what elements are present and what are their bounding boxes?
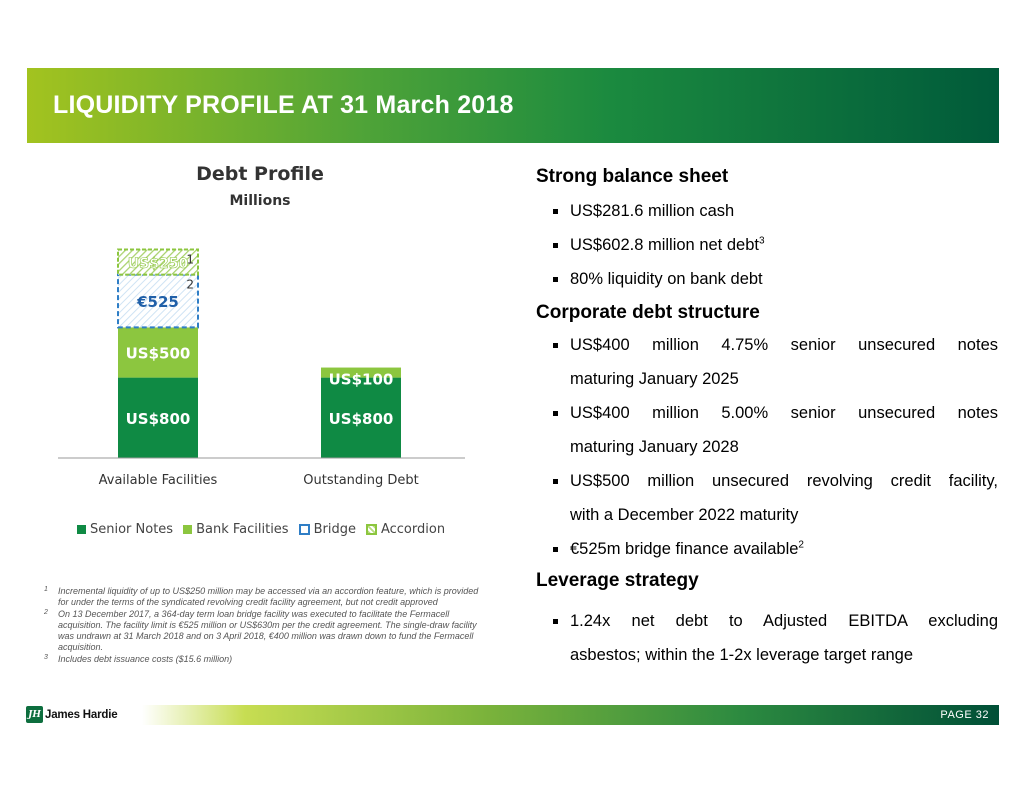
bar-label-senior-notes-1: US$800 [328,409,394,428]
bar-footnote-1: 1 [186,252,194,267]
legend-item-bank-facilities [183,522,289,537]
legend-label-bridge: Bridge [313,522,356,537]
bar-label-bank-facilities-0: US$500 [125,344,191,363]
bullet-notes-2028 [536,396,998,464]
chart-subtitle: Millions [229,193,291,209]
page-label: PAGE [940,709,973,721]
bullet-leverage [536,604,998,672]
page-number-value: 32 [975,709,989,721]
legend-item-accordion [366,522,445,537]
bar-label-bridge-0: €525 [137,292,179,311]
bullet-revolver-line1: US$500 million unsecured revolving credit facility, [570,472,998,490]
legend-label-accordion: Accordion [380,522,446,537]
legend-item-bridge [299,522,356,537]
chart-title: Debt Profile [196,163,324,185]
legend-swatch-bridge [299,524,310,535]
bullet-leverage-line1: 1.24x net debt to Adjusted EBITDA excluding [570,612,998,630]
page-title: LIQUIDITY PROFILE AT 31 March 2018 [53,91,514,119]
bullet-leverage-line2: asbestos; within the 1-2x leverage target range [570,646,914,664]
bullet-cash [536,194,998,228]
james-hardie-logo-icon: JH [26,706,43,723]
category-label-1: Outstanding Debt [303,473,419,488]
section-title-balance: Strong balance sheet [536,166,729,187]
bullet-net-debt-sup: 3 [758,235,765,247]
legend-item-senior-notes [77,522,173,537]
logo-text: James Hardie [45,708,118,721]
right-text-panel [536,166,998,672]
bullet-bridge [536,532,998,566]
footnote-3-text: Includes debt issuance costs ($15.6 million) [58,654,233,664]
bullet-bridge-text: €525m bridge finance available [570,540,799,558]
page-number [940,709,989,721]
legend-swatch-senior-notes [77,525,86,534]
category-label-0: Available Facilities [98,473,218,488]
balance-bullets [536,194,998,296]
bar-label-senior-notes-0: US$800 [125,409,191,428]
bullet-notes-2025 [536,328,998,396]
bullet-revolver-line2: with a December 2022 maturity [570,506,799,524]
section-title-corporate: Corporate debt structure [536,302,760,323]
footnote-1-text: Incremental liquidity of up to US$250 million may be accessed via an accordion feature, which is provided for under the terms of the syndicated revolving credit facility agreement, but not credit approved [58,586,479,607]
bullet-revolver [536,464,998,532]
bar-footnote-2: 2 [186,277,194,292]
bullet-liquidity-text: 80% liquidity on bank debt [570,270,763,288]
bar-label-bank-facilities-1: US$100 [328,370,394,389]
legend-label-bank-facilities: Bank Facilities [196,522,289,537]
bullet-notes-2025-line2: maturing January 2025 [570,370,739,388]
footnote-2-number: 2 [44,609,48,616]
bullet-net-debt-text: US$602.8 million net debt [570,236,759,254]
bullet-bridge-sup: 2 [798,539,804,551]
bullet-notes-2028-line1: US$400 million 5.00% senior unsecured notes [570,404,998,422]
legend-swatch-bank-facilities [183,525,192,534]
footnote-1 [44,586,484,608]
bar-label-accordion-0: US$250 [127,256,189,273]
company-logo [26,706,117,723]
bullet-liquidity [536,262,998,296]
bullet-notes-2028-line2: maturing January 2028 [570,438,739,456]
bullet-net-debt [536,228,998,262]
footnote-3-number: 3 [44,654,48,661]
footnote-2-text: On 13 December 2017, a 364-day term loan bridge facility was executed to facilitate the Fermacell acquisition. The facility limit is €525 million or US$630m per the credit agreement. The single-draw facility was undrawn at 31 March 2018 and on 3 April 2018, €400 million was drawn down to fund the Fermacell acquisition. [58,609,477,652]
footnote-2 [44,609,484,653]
leverage-bullets [536,604,998,672]
bullet-cash-text: US$281.6 million cash [570,202,735,220]
legend-swatch-accordion [366,524,377,535]
section-title-leverage: Leverage strategy [536,570,699,591]
chart-legend [77,522,445,537]
bullet-notes-2025-line1: US$400 million 4.75% senior unsecured notes [570,336,998,354]
footnote-1-number: 1 [44,586,48,593]
footer-bar [142,705,999,725]
legend-label-senior-notes: Senior Notes [90,522,174,537]
footnote-3 [44,654,484,665]
corporate-bullets [536,328,998,566]
footnotes [44,586,484,666]
